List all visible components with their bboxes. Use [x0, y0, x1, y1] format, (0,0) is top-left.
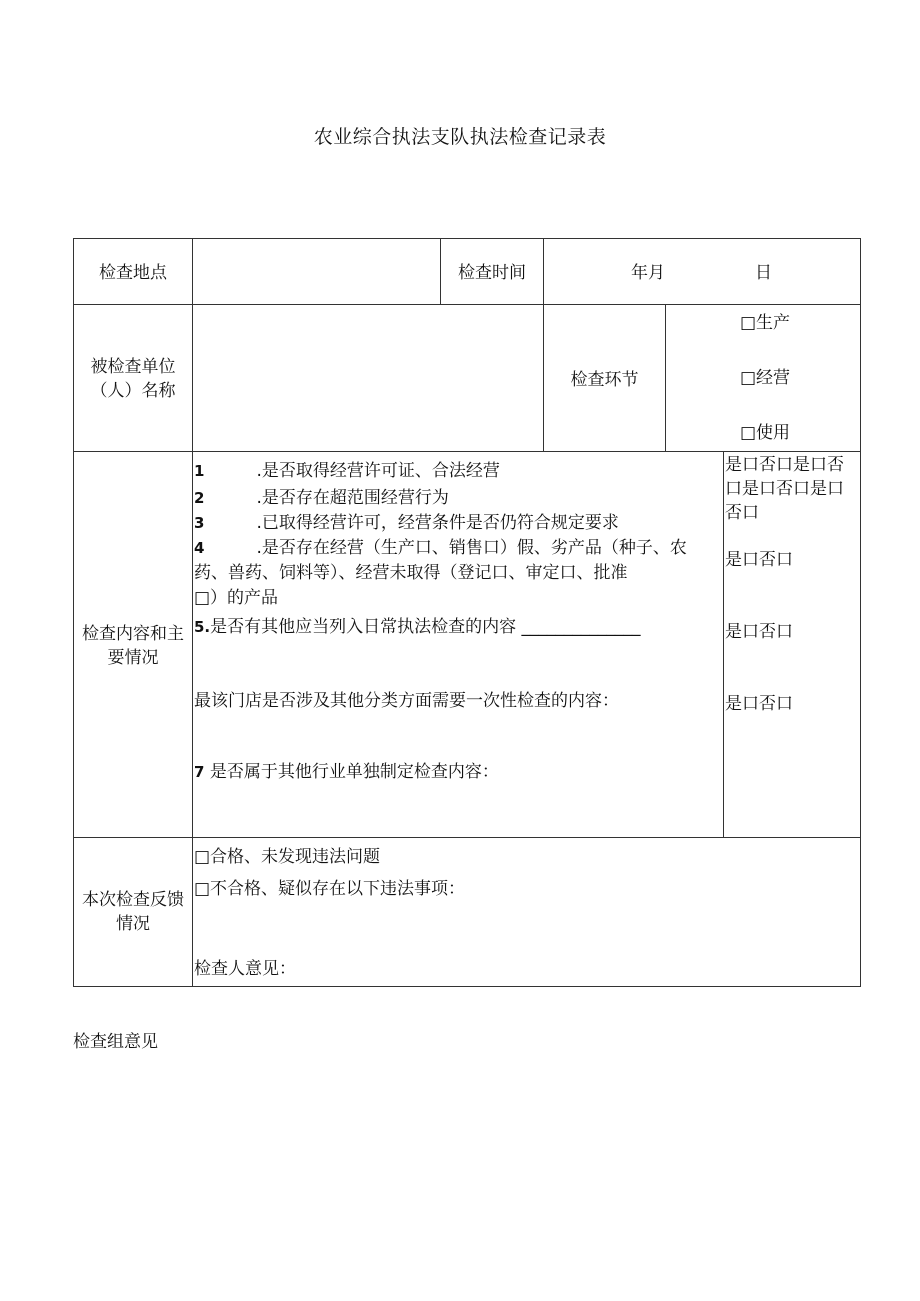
answer-item-6[interactable]: 是口否口: [725, 694, 793, 714]
feedback-label-line1: 本次检查反馈: [82, 890, 184, 910]
row2-divider-c: [665, 304, 666, 451]
row3-answer-divider: [723, 451, 724, 837]
location-label: 检查地点: [99, 263, 167, 283]
item-text: .是否取得经营许可证、合法经营: [256, 461, 500, 481]
page-title: 农业综合执法支队执法检查记录表: [313, 126, 607, 148]
item-number: 7: [194, 763, 205, 781]
table-border-left: [73, 238, 74, 987]
stage-label: 检查环节: [570, 370, 639, 390]
answer-line[interactable]: 是口否口是口否: [725, 455, 844, 475]
answer-line[interactable]: 否口: [725, 503, 759, 523]
item-number: 1: [194, 462, 205, 480]
feedback-label: [74, 888, 192, 936]
table-border-right: [860, 238, 861, 987]
item-text: 是否属于其他行业单独制定检查内容：: [204, 762, 499, 782]
check-item-7: [194, 761, 499, 783]
year-month-text: 年月: [631, 263, 665, 283]
check-item-4: [194, 537, 687, 559]
option-production[interactable]: □生产: [740, 313, 791, 333]
check-item-3: [194, 512, 619, 534]
unit-label-line2: （人）名称: [90, 381, 176, 401]
item-text: .是否存在经营（生产口、销售口）假、劣产品（种子、农: [256, 538, 687, 558]
day-text: 日: [755, 263, 772, 283]
option-operation[interactable]: □经营: [740, 368, 791, 388]
item-text: .已取得经营许可，经营条件是否仍符合规定要求: [256, 513, 619, 533]
unit-label: [74, 355, 192, 403]
check-item-2: [194, 487, 449, 509]
answer-line[interactable]: 口是口否口是口: [725, 479, 844, 499]
check-item-1: [194, 460, 500, 482]
result-pass-option[interactable]: □合格、未发现违法问题: [194, 847, 381, 867]
result-fail-option[interactable]: □不合格、疑似存在以下违法事项：: [194, 879, 466, 899]
answer-item-5[interactable]: 是口否口: [725, 622, 793, 642]
answers-items-1-3[interactable]: [725, 453, 844, 525]
unit-label-line1: 被检查单位: [90, 357, 176, 377]
answer-item-4[interactable]: 是口否口: [725, 550, 793, 570]
item-text: 是否有其他应当列入日常执法检查的内容 ______________: [210, 617, 641, 637]
group-opinion-label: 检查组意见: [73, 1032, 158, 1052]
check-item-4-line3: □）的产品: [194, 588, 279, 608]
check-item-5: [194, 616, 641, 638]
content-label-line1: 检查内容和主: [82, 624, 184, 644]
check-item-4-line2: 药、兽药、饲料等）、经营未取得（登记口、审定口、批准: [194, 563, 628, 583]
item-text: .是否存在超范围经营行为: [256, 488, 449, 508]
label-column-divider: [192, 238, 193, 987]
option-use[interactable]: □使用: [740, 423, 791, 443]
content-label: [74, 622, 192, 670]
content-label-line2: 要情况: [107, 648, 159, 668]
item-number: 2: [194, 489, 205, 507]
item-number: 4: [194, 539, 205, 557]
check-item-6: 最该门店是否涉及其他分类方面需要一次性检查的内容：: [194, 691, 619, 711]
item-number: 3: [194, 514, 205, 532]
item-number: 5.: [194, 618, 211, 636]
inspector-opinion-label: 检查人意见：: [194, 959, 296, 979]
time-label: 检查时间: [458, 263, 526, 283]
row1-2-divider-b: [543, 238, 544, 451]
feedback-label-line2: 情况: [116, 914, 150, 934]
